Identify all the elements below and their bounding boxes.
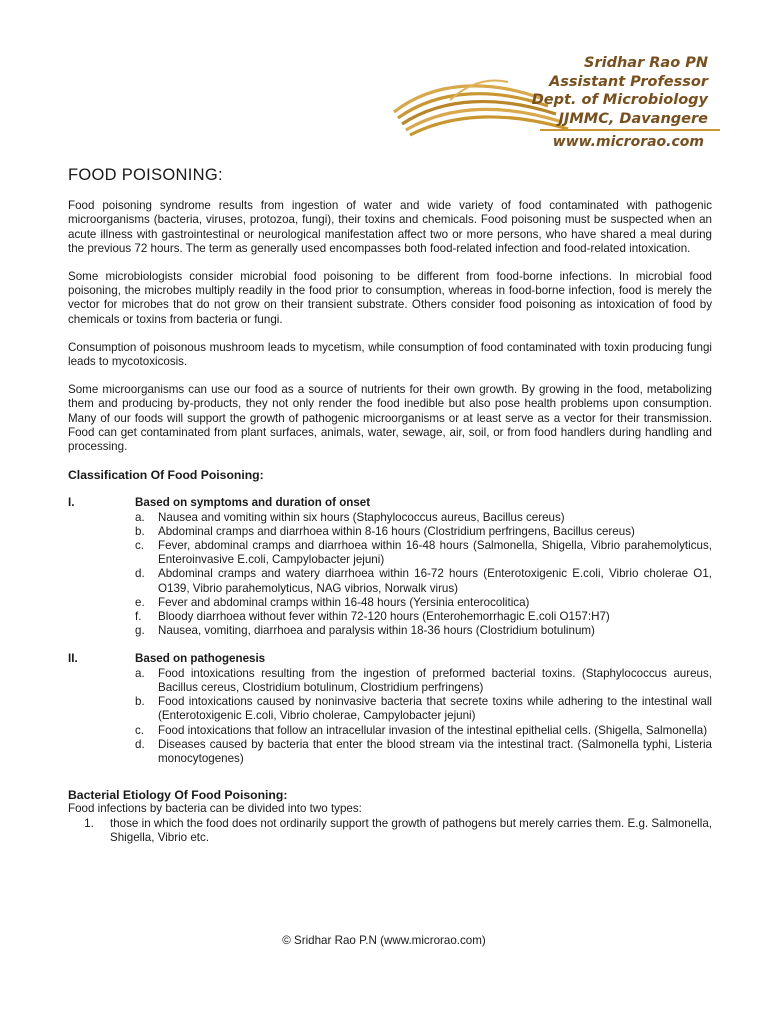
list-item: d. Abdominal cramps and watery diarrhoea within 16-72 hours (Enterotoxigenic E.coli, Vibrio cholerae O1, O139, Vibrio parahemolyticus, NAG vibrios, Norwalk virus) — [135, 567, 712, 595]
author-department: Dept. of Microbiology — [531, 92, 708, 108]
page-footer: © Sridhar Rao P.N (www.microrao.com) — [282, 934, 486, 947]
website-link[interactable]: www.microrao.com — [552, 134, 704, 150]
author-designation: Assistant Professor — [549, 73, 708, 90]
classification-group — [68, 652, 712, 766]
header-divider — [540, 129, 720, 131]
roman-numeral: I. — [68, 496, 75, 510]
section-heading-etiology: Bacterial Etiology Of Food Poisoning: — [68, 788, 288, 803]
list-item: c. Fever, abdominal cramps and diarrhoea within 16-48 hours (Salmonella, Shigella, Vibrio parahemolyticus, Enteroinvasive E.coli, Campylobacter jejuni) — [135, 539, 712, 567]
etiology-intro: Food infections by bacteria can be divided into two types: — [68, 802, 362, 816]
classification-list — [68, 667, 712, 766]
list-item: c. Food intoxications that follow an intracellular invasion of the intestinal epithelial cells. (Shigella, Salmonella) — [135, 723, 708, 737]
list-item: b. Food intoxications caused by noninvasive bacteria that secrete toxins while adhering to the intestinal wall (Enterotoxigenic E.coli, Vibrio cholerae, Campylobacter jejuni) — [135, 695, 712, 723]
author-institution: JJMMC, Davangere — [558, 110, 708, 127]
list-item: e. Fever and abdominal cramps within 16-48 hours (Yersinia enterocolitica) — [135, 595, 530, 609]
list-item: b. Abdominal cramps and diarrhoea within 8-16 hours (Clostridium perfringens, Bacillus cereus) — [135, 524, 635, 538]
paragraph: Food poisoning syndrome results from ingestion of water and wide variety of food contaminated with pathogenic microorganisms (bacteria, viruses, protozoa, fungi), their toxins and chemicals. Food poisoning must be suspected when an acute illness with gastrointestinal or neurological manifestation affect two or more persons, who have shared a meal during the previous 72 hours. The term as generally used encompasses both food-related infection and food-related intoxication. — [68, 199, 712, 255]
author-name: Sridhar Rao PN — [584, 55, 708, 71]
list-item: d. Diseases caused by bacteria that enter the blood stream via the intestinal tract. (Salmonella typhi, Listeria monocytogenes) — [135, 737, 712, 765]
author-info — [532, 54, 708, 128]
list-item: g. Nausea, vomiting, diarrhoea and paralysis within 18-36 hours (Clostridium botulinum) — [135, 624, 595, 638]
section-heading-classification: Classification Of Food Poisoning: — [68, 468, 264, 483]
list-item: 1. those in which the food does not ordinarily support the growth of pathogens but merely carries them. E.g. Salmonella, Shigella, Vibrio etc. — [84, 816, 712, 844]
roman-numeral: II. — [68, 652, 78, 666]
list-item: a. Nausea and vomiting within six hours (Staphylococcus aureus, Bacillus cereus) — [135, 510, 565, 524]
list-item: f. Bloody diarrhoea without fever within 72-120 hours (Enterohemorrhagic E.coli O157:H7) — [135, 610, 610, 624]
paragraph: Consumption of poisonous mushroom leads to mycetism, while consumption of food contaminated with toxin producing fungi leads to mycotoxicosis. — [68, 340, 712, 369]
group-title: Based on pathogenesis — [135, 652, 266, 666]
document-body — [68, 168, 712, 845]
list-item: a. Food intoxications resulting from the ingestion of preformed bacterial toxins. (Staphylococcus aureus, Bacillus cereus, Clostridium botulinum, Clostridium perfringens) — [135, 666, 712, 694]
classification-group — [68, 496, 712, 638]
letterhead — [390, 52, 720, 156]
paragraph: Some microbiologists consider microbial food poisoning to be different from food-borne infections. In microbial food poisoning, the microbes multiply readily in the food prior to consumption, whereas in food-borne infection, food is merely the vector for microbes that do not grow on their transient substrate. Others consider food poisoning as intoxication of food by chemicals or toxins from bacteria or fungi. — [68, 270, 712, 326]
classification-list — [68, 511, 712, 639]
paragraph: Some microorganisms can use our food as a source of nutrients for their own growth. By growing in the food, metabolizing them and producing by-products, they not only render the food inedible but also pose health problems upon consumption. Many of our foods will support the growth of pathogenic microorganisms or at least serve as a vector for their transmission. Food can get contaminated from plant surfaces, animals, water, sewage, air, soil, or from food handlers during handling and processing. — [68, 383, 712, 454]
etiology-list — [68, 817, 712, 845]
page-title: FOOD POISONING: — [68, 166, 223, 184]
group-title: Based on symptoms and duration of onset — [135, 496, 371, 510]
